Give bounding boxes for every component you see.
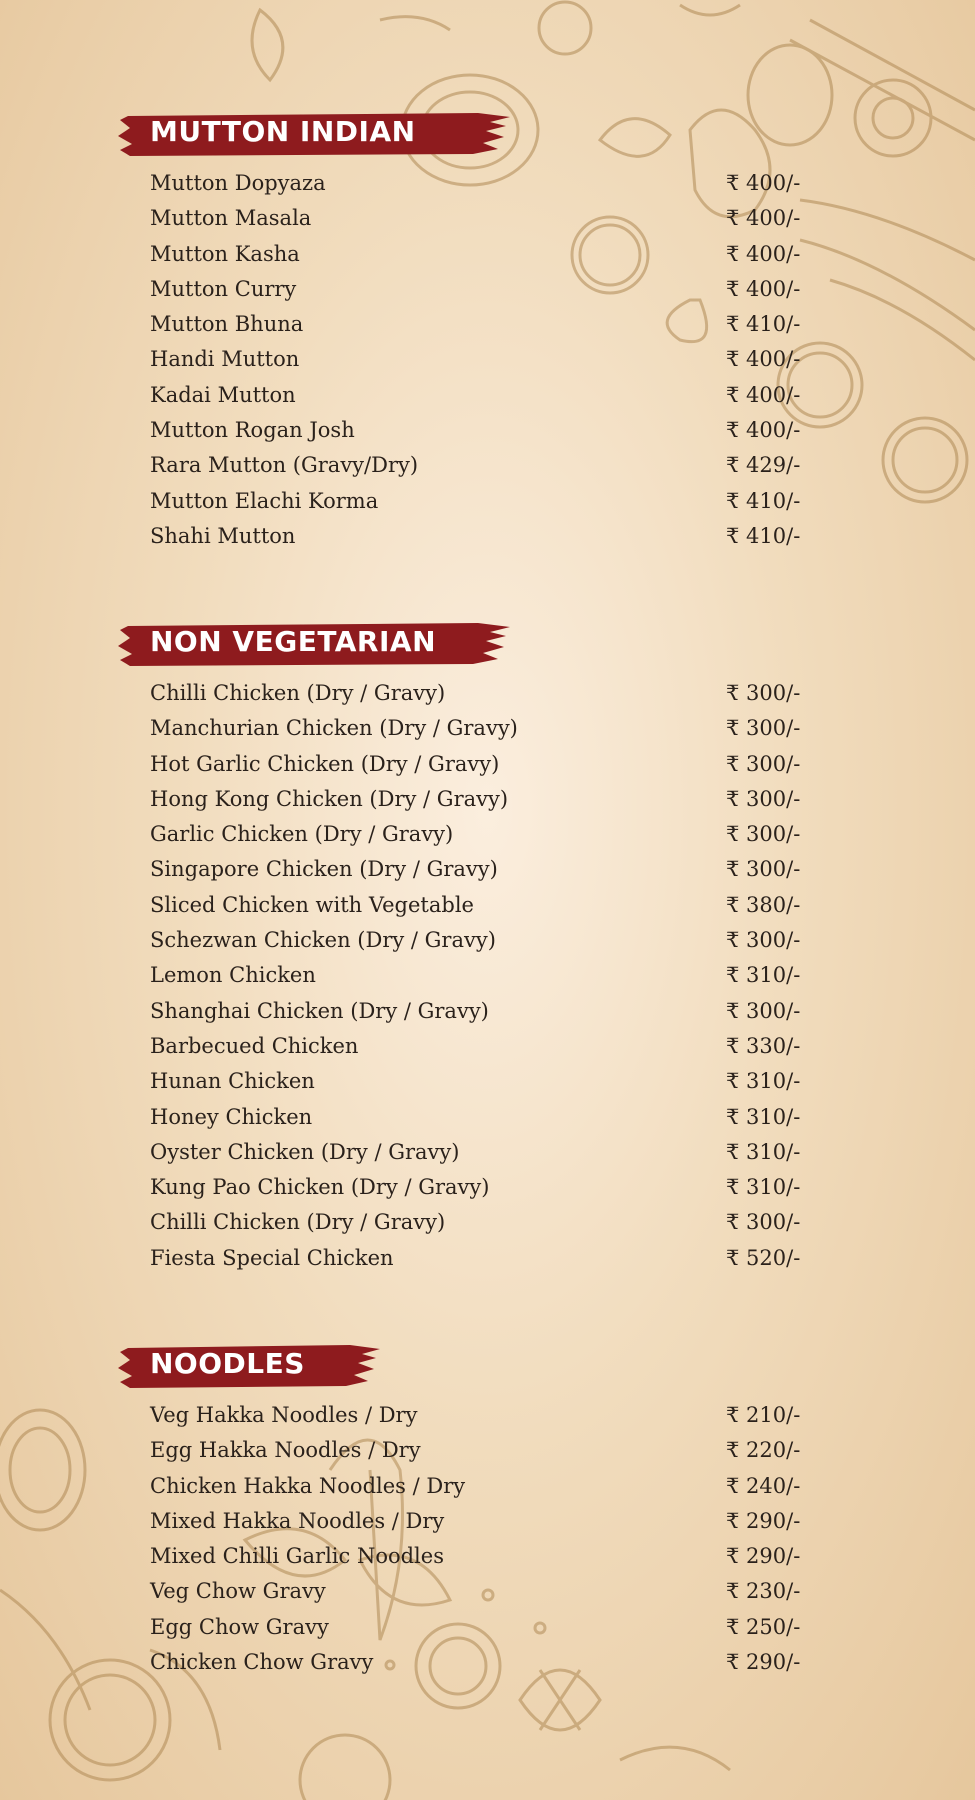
item-name: Egg Hakka Noodles / Dry xyxy=(150,1438,421,1463)
menu-item xyxy=(150,711,850,746)
menu-item-list xyxy=(150,676,850,1276)
item-name: Oyster Chicken (Dry / Gravy) xyxy=(150,1139,460,1164)
section-title: NOODLES xyxy=(150,1347,305,1380)
item-price: ₹ 310/- xyxy=(726,1104,801,1129)
menu-item xyxy=(150,782,850,817)
menu-item xyxy=(150,484,850,519)
menu-item xyxy=(150,852,850,887)
item-name: Hong Kong Chicken (Dry / Gravy) xyxy=(150,786,509,811)
item-price: ₹ 400/- xyxy=(726,418,801,443)
item-name: Rara Mutton (Gravy/Dry) xyxy=(150,453,419,478)
item-name: Chilli Chicken (Dry / Gravy) xyxy=(150,681,446,705)
item-price: ₹ 250/- xyxy=(726,1614,801,1639)
item-name: Handi Mutton xyxy=(150,347,300,372)
menu-item xyxy=(150,1539,850,1574)
item-price: ₹ 410/- xyxy=(726,523,801,548)
menu-item xyxy=(150,307,850,342)
menu-item xyxy=(150,1574,850,1609)
item-name: Mutton Bhuna xyxy=(150,312,304,337)
menu-item xyxy=(150,1170,850,1205)
item-price: ₹ 310/- xyxy=(726,1139,801,1164)
item-price: ₹ 300/- xyxy=(726,822,801,847)
menu-item xyxy=(150,817,850,852)
item-price: ₹ 300/- xyxy=(726,681,801,705)
item-price: ₹ 300/- xyxy=(726,857,801,882)
item-price: ₹ 290/- xyxy=(726,1544,801,1569)
menu-item xyxy=(150,923,850,958)
item-price: ₹ 310/- xyxy=(726,963,801,988)
item-price: ₹ 400/- xyxy=(726,241,801,266)
item-name: Mutton Kasha xyxy=(150,241,300,266)
item-price: ₹ 429/- xyxy=(726,453,801,478)
item-price: ₹ 400/- xyxy=(726,382,801,407)
menu-item xyxy=(150,448,850,483)
menu-item xyxy=(150,1645,850,1680)
item-name: Schezwan Chicken (Dry / Gravy) xyxy=(150,928,496,953)
item-name: Kung Pao Chicken (Dry / Gravy) xyxy=(150,1175,490,1200)
item-price: ₹ 330/- xyxy=(726,1033,801,1058)
item-name: Lemon Chicken xyxy=(150,963,316,988)
item-name: Manchurian Chicken (Dry / Gravy) xyxy=(150,716,518,741)
item-name: Shahi Mutton xyxy=(150,523,296,548)
item-name: Chicken Chow Gravy xyxy=(150,1650,374,1675)
item-price: ₹ 410/- xyxy=(726,312,801,337)
item-price: ₹ 410/- xyxy=(726,488,801,513)
menu-item-list xyxy=(150,166,850,554)
item-name: Mutton Curry xyxy=(150,276,297,301)
section-title: NON VEGETARIAN xyxy=(150,625,437,658)
menu-item xyxy=(150,1205,850,1240)
item-price: ₹ 300/- xyxy=(726,1210,801,1235)
item-name: Chicken Hakka Noodles / Dry xyxy=(150,1473,466,1498)
item-price: ₹ 300/- xyxy=(726,928,801,953)
menu-item xyxy=(150,888,850,923)
menu-item xyxy=(150,747,850,782)
menu-item xyxy=(150,1433,850,1468)
menu-item xyxy=(150,1610,850,1645)
item-price: ₹ 400/- xyxy=(726,206,801,231)
item-name: Kadai Mutton xyxy=(150,382,296,407)
item-name: Sliced Chicken with Vegetable xyxy=(150,892,474,917)
item-price: ₹ 310/- xyxy=(726,1175,801,1200)
item-price: ₹ 290/- xyxy=(726,1650,801,1675)
item-price: ₹ 300/- xyxy=(726,716,801,741)
section-title: MUTTON INDIAN xyxy=(150,115,416,148)
menu-item xyxy=(150,519,850,554)
menu-item xyxy=(150,1469,850,1504)
item-name: Veg Hakka Noodles / Dry xyxy=(150,1403,418,1427)
menu-item xyxy=(150,958,850,993)
item-price: ₹ 310/- xyxy=(726,1069,801,1094)
item-name: Mutton Rogan Josh xyxy=(150,418,355,443)
item-price: ₹ 240/- xyxy=(726,1473,801,1498)
item-name: Mutton Masala xyxy=(150,206,312,231)
item-name: Garlic Chicken (Dry / Gravy) xyxy=(150,822,454,847)
menu-item xyxy=(150,237,850,272)
item-name: Fiesta Special Chicken xyxy=(150,1245,394,1270)
item-price: ₹ 230/- xyxy=(726,1579,801,1604)
menu-item xyxy=(150,1241,850,1276)
menu-item xyxy=(150,413,850,448)
item-price: ₹ 380/- xyxy=(726,892,801,917)
menu-item xyxy=(150,378,850,413)
item-name: Barbecued Chicken xyxy=(150,1033,359,1058)
menu-item xyxy=(150,1398,850,1433)
item-name: Mutton Dopyaza xyxy=(150,171,326,195)
item-name: Mutton Elachi Korma xyxy=(150,488,379,513)
item-name: Egg Chow Gravy xyxy=(150,1614,329,1639)
item-price: ₹ 300/- xyxy=(726,998,801,1023)
item-price: ₹ 290/- xyxy=(726,1508,801,1533)
item-price: ₹ 220/- xyxy=(726,1438,801,1463)
menu-item xyxy=(150,1504,850,1539)
item-name: Shanghai Chicken (Dry / Gravy) xyxy=(150,998,489,1023)
item-name: Mixed Chilli Garlic Noodles xyxy=(150,1544,444,1569)
item-name: Mixed Hakka Noodles / Dry xyxy=(150,1508,445,1533)
menu-item xyxy=(150,676,850,711)
item-price: ₹ 520/- xyxy=(726,1245,801,1270)
menu-item xyxy=(150,166,850,201)
menu-item-list xyxy=(150,1398,850,1680)
menu-item xyxy=(150,1029,850,1064)
item-price: ₹ 400/- xyxy=(726,276,801,301)
item-name: Chilli Chicken (Dry / Gravy) xyxy=(150,1210,446,1235)
menu-item xyxy=(150,1135,850,1170)
item-name: Hot Garlic Chicken (Dry / Gravy) xyxy=(150,751,500,776)
item-name: Honey Chicken xyxy=(150,1104,313,1129)
item-price: ₹ 300/- xyxy=(726,786,801,811)
item-price: ₹ 300/- xyxy=(726,751,801,776)
item-name: Singapore Chicken (Dry / Gravy) xyxy=(150,857,498,882)
item-price: ₹ 400/- xyxy=(726,171,801,195)
item-name: Veg Chow Gravy xyxy=(150,1579,326,1604)
item-price: ₹ 400/- xyxy=(726,347,801,372)
menu-item xyxy=(150,1100,850,1135)
item-price: ₹ 210/- xyxy=(726,1403,801,1427)
item-name: Hunan Chicken xyxy=(150,1069,315,1094)
menu-item xyxy=(150,1064,850,1099)
menu-item xyxy=(150,201,850,236)
menu-item xyxy=(150,272,850,307)
menu-item xyxy=(150,994,850,1029)
menu-item xyxy=(150,342,850,377)
